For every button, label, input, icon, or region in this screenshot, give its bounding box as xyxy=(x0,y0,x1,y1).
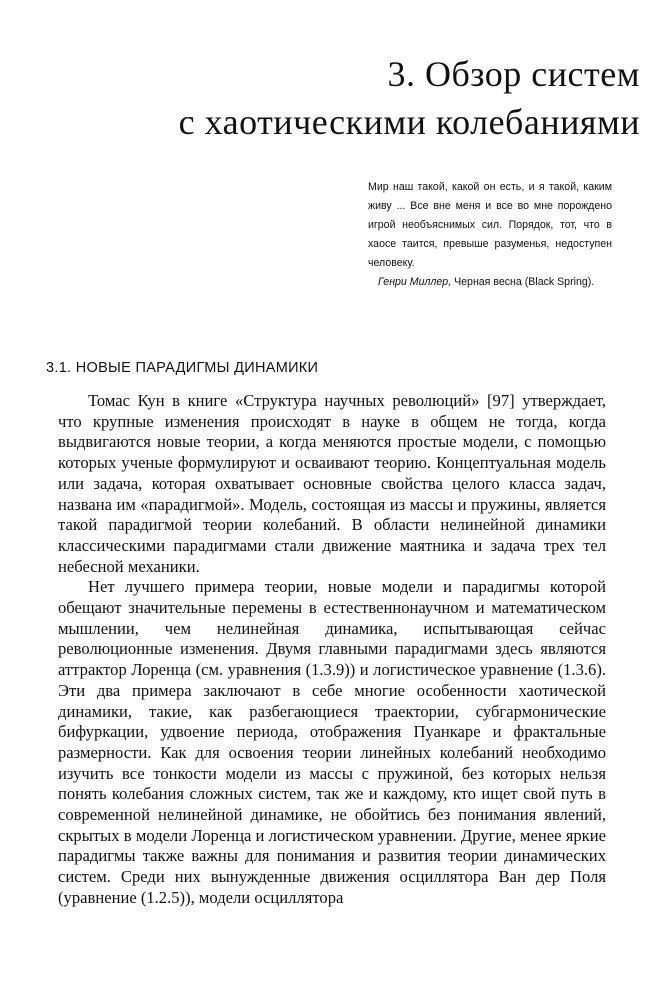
epigraph-author: Генри Миллер, xyxy=(378,276,452,288)
epigraph xyxy=(368,178,612,292)
epigraph-quote: Мир наш такой, какой он есть, и я такой, каким живу ... Все вне меня и все во мне порождено игрой необъяснимых сил. Порядок, тот, что в хаосе таится, превыше разуменья, недоступен человеку. xyxy=(368,181,612,269)
paragraph-1: Томас Кун в книге «Структура научных революций» [97] утверждает, что крупные изменения происходят в науке в общем не тогда, когда выдвигаются новые теории, а когда меняются простые модели, с помощью которых ученые формулируют и осваивают теорию. Концептуальная модель или задача, которая охватывает основные свойства целого класса задач, названа им «парадигмой». Модель, состоящая из массы и пружины, является такой парадигмой теории колебаний. В области нелинейной динамики классическими парадигмами стали движение маятника и задача трех тел небесной механики. xyxy=(58,391,606,576)
section-heading: 3.1. НОВЫЕ ПАРАДИГМЫ ДИНАМИКИ xyxy=(46,360,319,376)
epigraph-attribution xyxy=(368,273,612,292)
chapter-title-line-2: с хаотическими колебаниями xyxy=(178,102,640,142)
section-body xyxy=(58,391,606,909)
epigraph-source: Черная весна (Black Spring). xyxy=(454,276,595,288)
chapter-title-line-1: 3. Обзор систем xyxy=(387,54,640,94)
paragraph-2: Нет лучшего примера теории, новые модели и парадигмы которой обещают значительные перемены в естественнонаучном и математическом мышлении, чем нелинейная динамика, испытывающая сейчас революционные изменения. Двумя главными парадигмами здесь являются аттрактор Лоренца (см. уравнения (1.3.9)) и логистическое уравнение (1.3.6). Эти два примера заключают в себе многие особенности хаотической динамики, такие, как разбегающиеся траектории, субгармонические бифуркации, удвоение периода, отображения Пуанкаре и фрактальные размерности. Как для освоения теории линейных колебаний необходимо изучить все тонкости модели из массы с пружиной, без которых нельзя понять колебания сложных систем, так же и каждому, кто ищет свой путь в современной нелинейной динамике, не обойтись без понимания явлений, скрытых в модели Лоренца и логистическом уравнении. Другие, менее яркие парадигмы также важны для понимания и развития теории динамических систем. Среди них вынужденные движения осциллятора Ван дер Поля (уравнение (1.2.5)), модели осциллятора xyxy=(58,577,606,907)
chapter-title xyxy=(40,50,640,146)
